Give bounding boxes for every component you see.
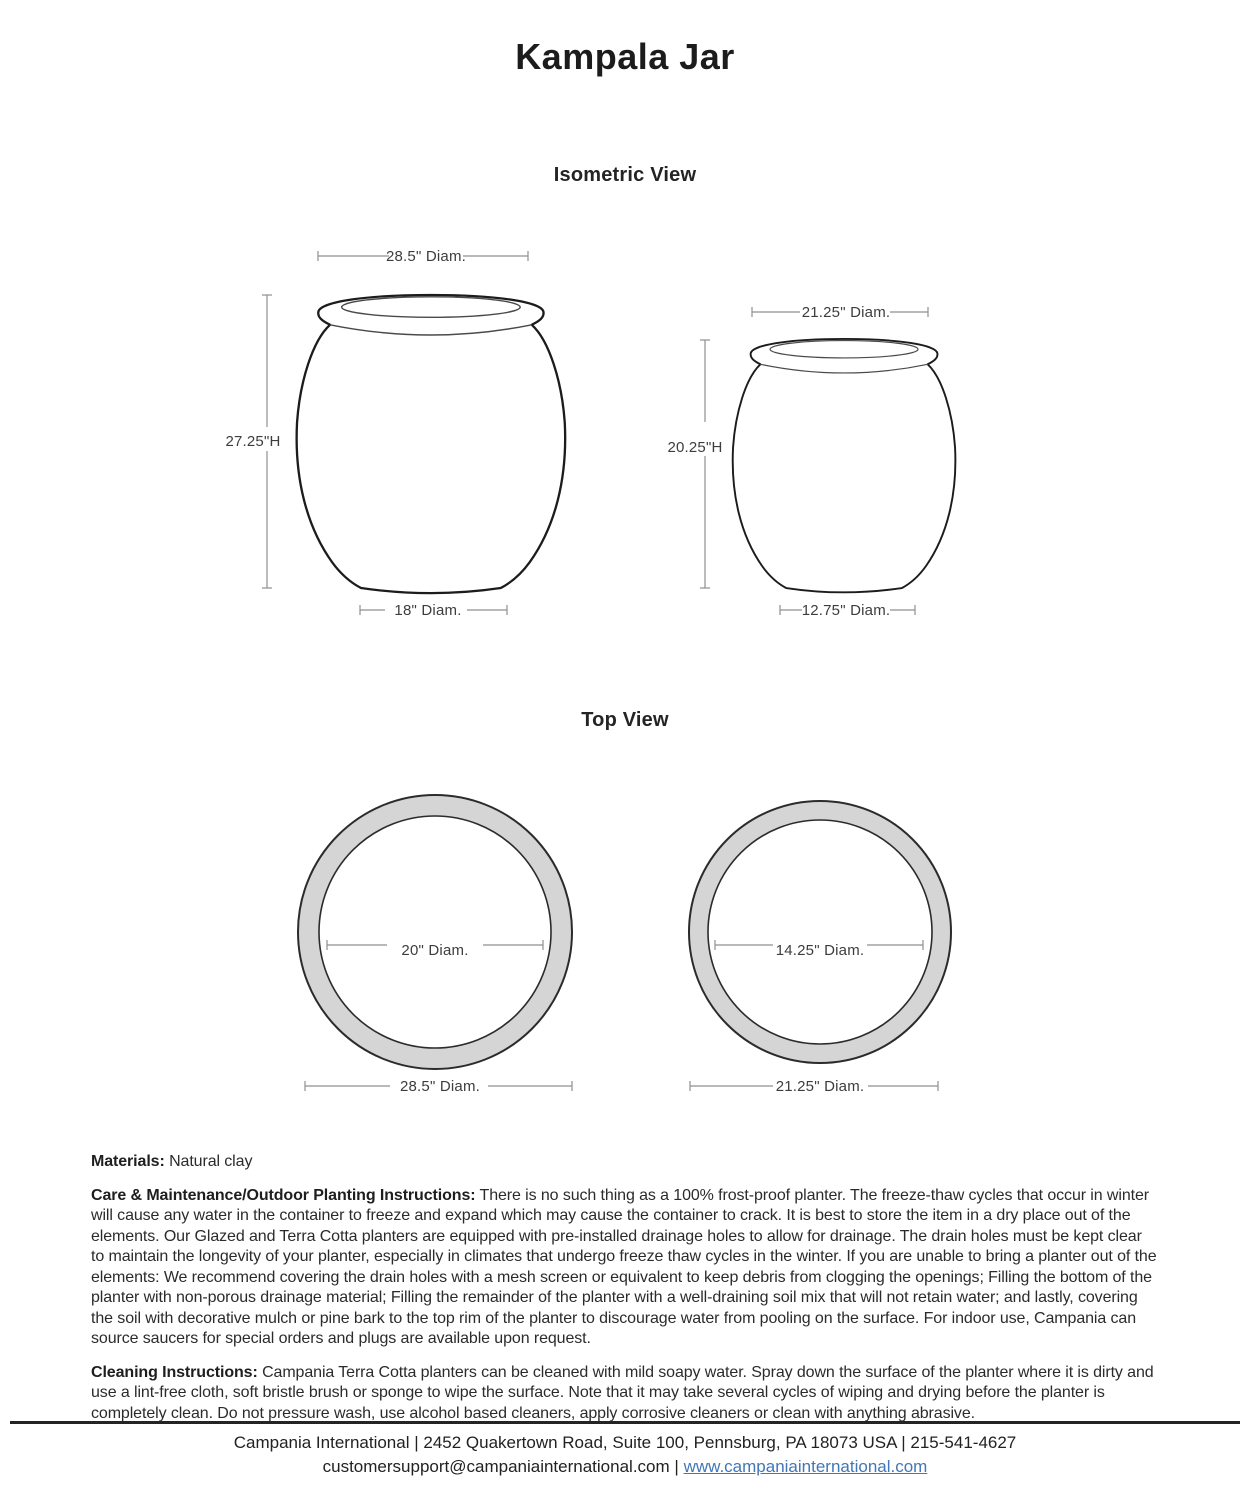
large-jar-top-dimension <box>318 248 528 265</box>
footer <box>0 1431 1250 1479</box>
materials-line <box>91 1152 1159 1173</box>
page-title: Kampala Jar <box>515 36 735 77</box>
footer-email: customersupport@campaniainternational.com <box>322 1457 670 1476</box>
footer-separator: | <box>674 1457 679 1476</box>
small-jar-opening-diameter-label: 14.25" Diam. <box>775 942 865 959</box>
large-jar-height-label: 27.25"H <box>225 433 281 450</box>
footer-address-line: Campania International | 2452 Quakertown Road, Suite 100, Pennsburg, PA 18073 USA | 215-541-4627 <box>233 1433 1017 1452</box>
top-view-drawing <box>0 780 1250 1120</box>
materials-value: Natural clay <box>169 1153 253 1170</box>
small-jar-outer-diameter-label: 21.25" Diam. <box>775 1078 865 1095</box>
small-jar-height-dimension <box>667 340 722 588</box>
large-jar-top-view <box>298 795 572 1095</box>
care-paragraph <box>91 1186 1159 1350</box>
small-jar-inner-rim <box>708 820 932 1044</box>
care-label: Care & Maintenance/Outdoor Planting Instructions: <box>91 1186 476 1204</box>
small-jar <box>733 339 956 592</box>
large-jar-outer-diameter-label: 28.5" Diam. <box>399 1078 481 1095</box>
cleaning-text: Campania Terra Cotta planters can be cleaned with mild soapy water. Spray down the surface of the planter where it is dirty and use a lint-free cloth, soft bristle brush or sponge to wipe the surface. Note that it may take several cycles of wiping and drying before the planter is completely clean. Do not pressure wash, use alcohol based cleaners, apply corrosive cleaners or clean with anything abrasive. <box>91 1363 1154 1422</box>
small-jar-base-diameter-label: 12.75" Diam. <box>801 602 891 619</box>
isometric-drawing <box>0 230 1250 630</box>
footer-contact-line <box>0 1455 1250 1479</box>
small-jar-outer-dimension <box>690 1078 938 1095</box>
top-view-heading: Top View <box>581 709 669 731</box>
large-jar-height-dimension <box>225 295 280 588</box>
small-jar-top-diameter-label: 21.25" Diam. <box>801 304 891 321</box>
care-text: There is no such thing as a 100% frost-proof planter. The freeze-thaw cycles that occur in winter will cause any water in the container to freeze and expand which may cause the container to crack. It is best to store the item in a dry place out of the elements. Our Glazed and Terra Cotta planters are equipped with pre-installed drainage holes to allow for drainage. The drain holes must be kept clear to maintain the longevity of your planter, especially in climates that undergo freeze thaw cycles in the winter. If you are unable to bring a planter out of the elements: We recommend covering the drain holes with a mesh screen or equivalent to keep debris from clogging the openings; Filling the bottom of the planter with non-porous drainage material; Filling the remainder of the planter with a well-draining soil mix that will not retain water; and lastly, covering the soil with decorative mulch or pine bark to the top rim of the planter to discourage water from pooling on the surface. For indoor use, Campania can source saucers for special orders and plugs are available upon request. <box>91 1186 1157 1347</box>
small-jar-height-label: 20.25"H <box>667 439 723 456</box>
materials-label: Materials: <box>91 1153 165 1170</box>
large-jar-outer-dimension <box>305 1078 572 1095</box>
small-jar-top-dimension <box>752 304 928 321</box>
large-jar-drawing <box>225 248 565 619</box>
large-jar-inner-rim <box>319 816 551 1048</box>
large-jar-opening-diameter-label: 20" Diam. <box>401 942 469 959</box>
large-jar <box>297 295 566 593</box>
small-jar-base-dimension <box>780 602 915 619</box>
cleaning-paragraph <box>91 1363 1159 1425</box>
cleaning-label: Cleaning Instructions: <box>91 1363 258 1381</box>
large-jar-top-diameter-label: 28.5" Diam. <box>385 248 467 265</box>
small-jar-drawing <box>667 304 955 619</box>
small-jar-top-view <box>689 801 951 1095</box>
footer-website-link[interactable]: www.campaniainternational.com <box>683 1457 928 1476</box>
large-jar-base-diameter-label: 18" Diam. <box>394 602 462 619</box>
footer-divider <box>10 1421 1240 1424</box>
isometric-view-heading: Isometric View <box>553 164 697 186</box>
product-details <box>91 1152 1159 1437</box>
large-jar-base-dimension <box>360 602 507 619</box>
